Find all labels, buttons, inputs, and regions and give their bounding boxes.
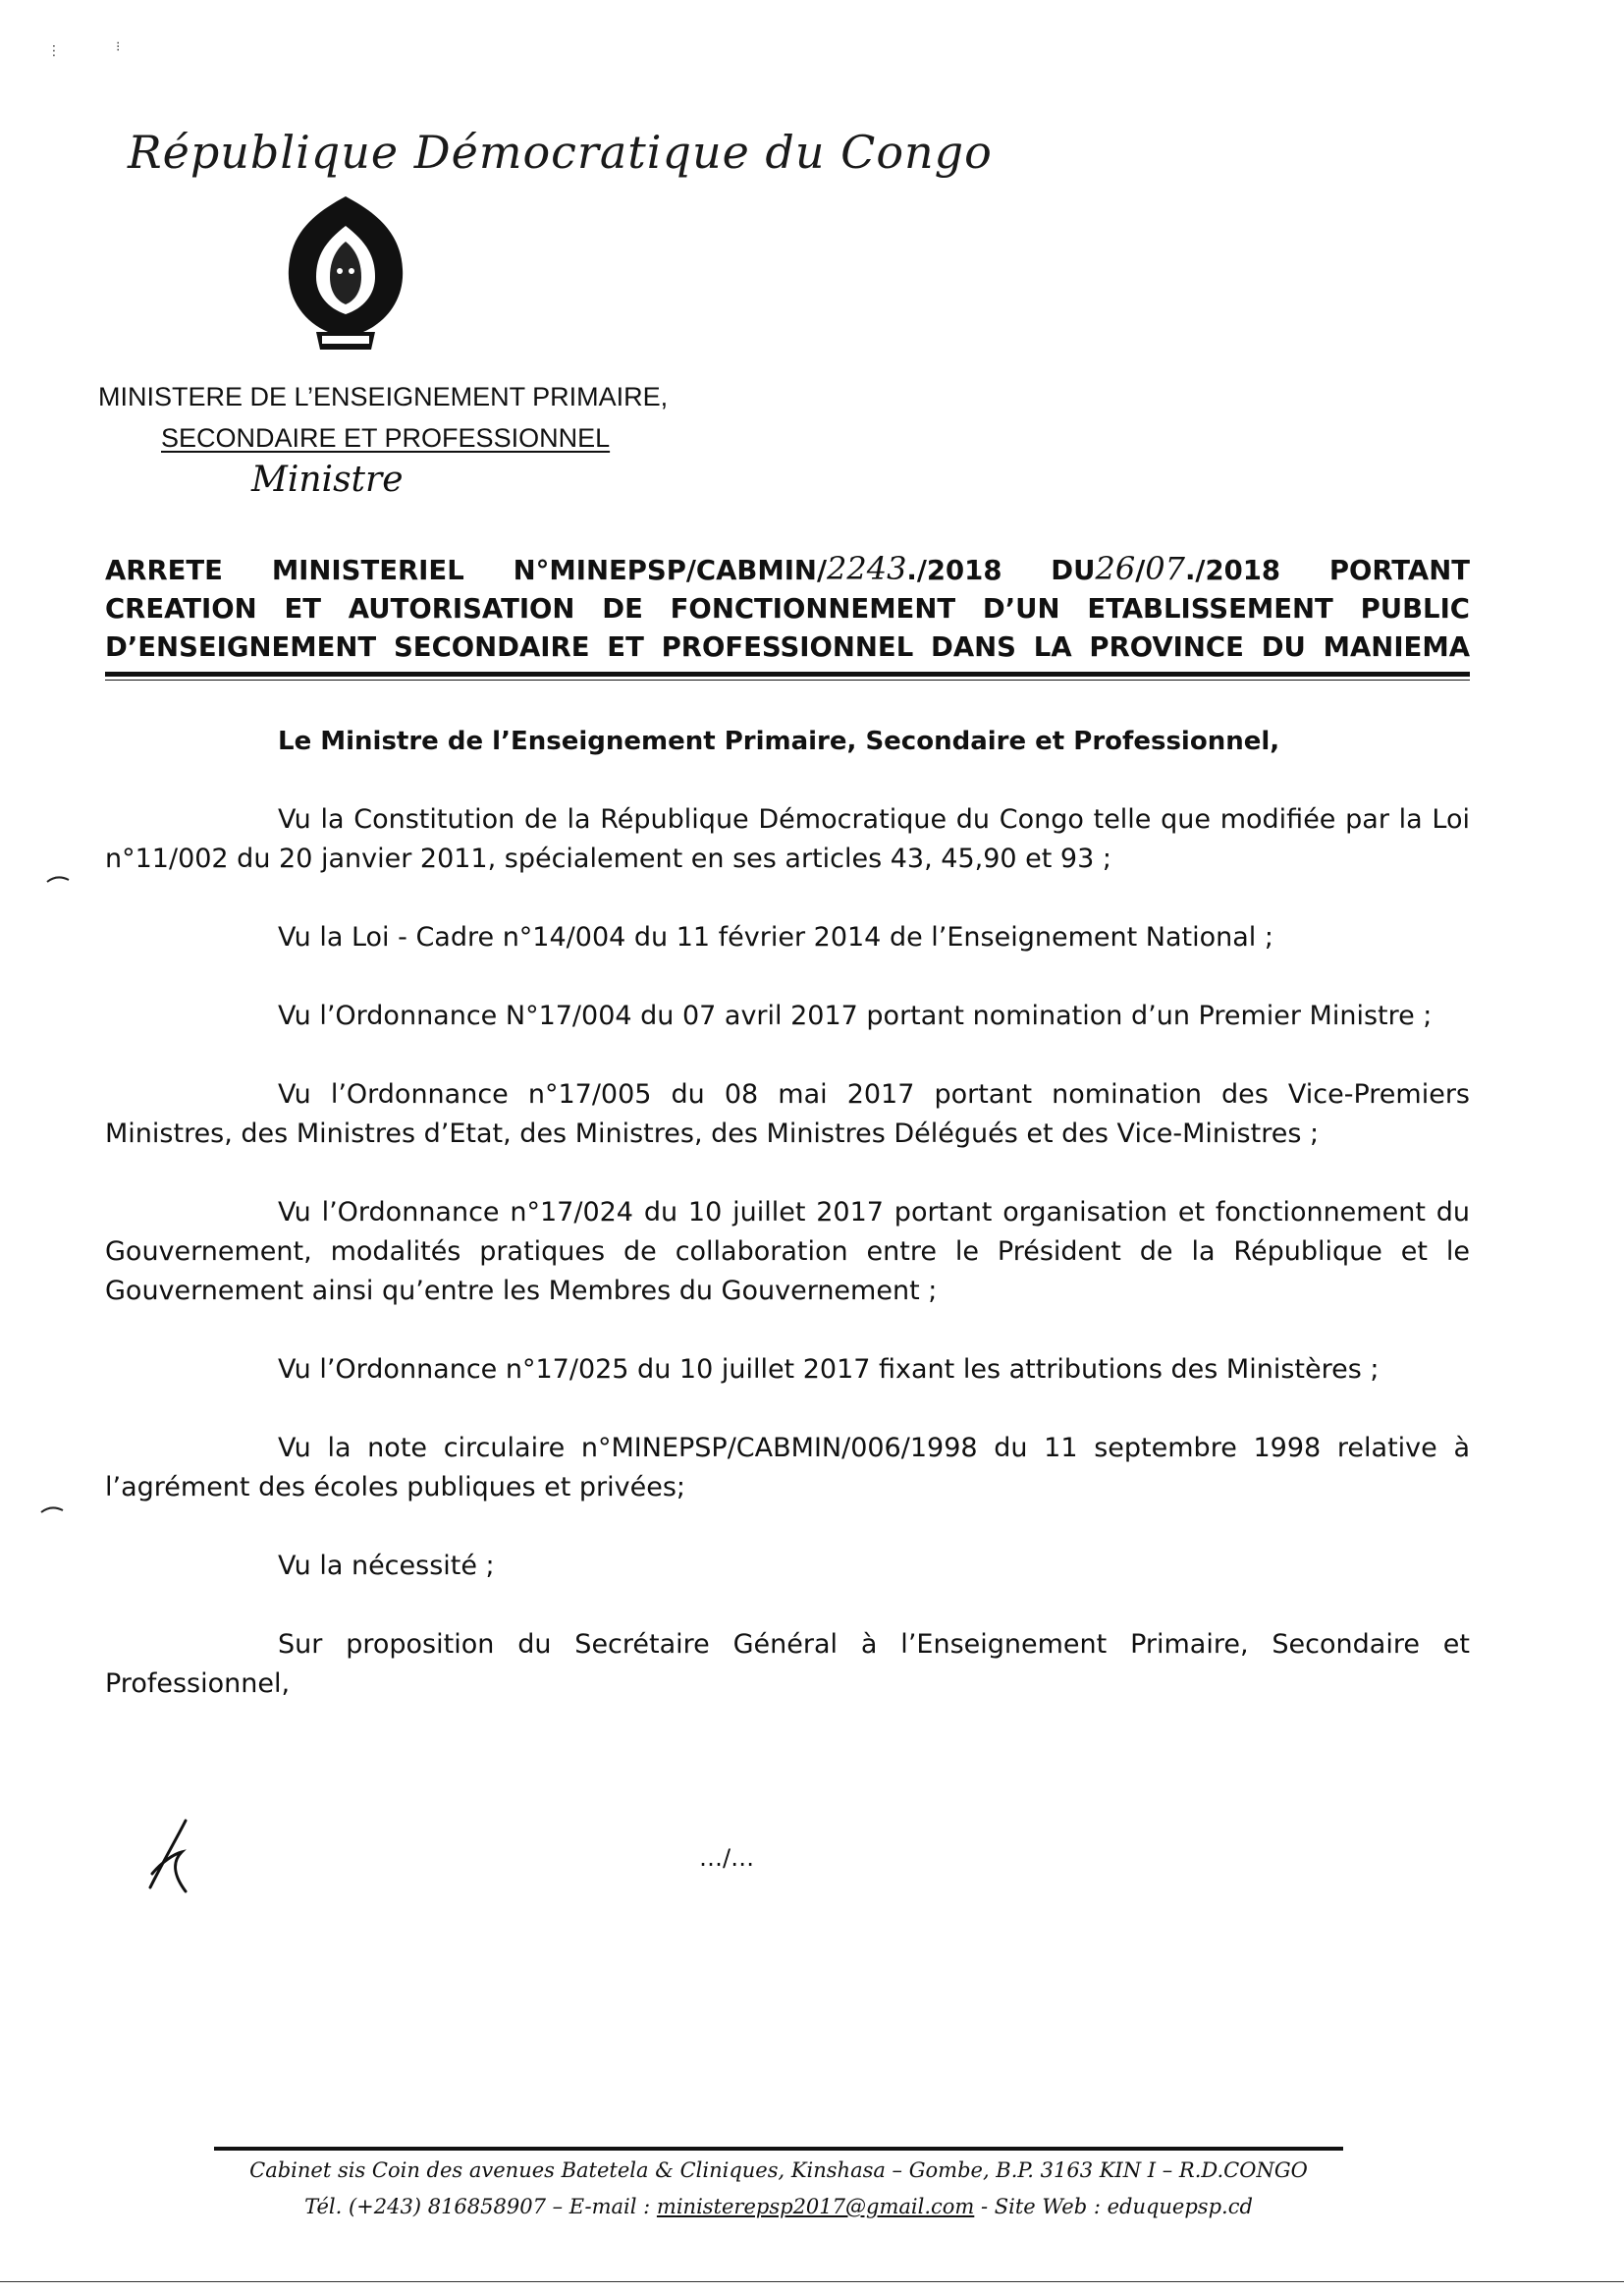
paragraph-ordonnance-17-005: Vu l’Ordonnance n°17/005 du 08 mai 2017 portant nomination des Vice-Premiers Ministres, des Ministres d’Etat, des Ministres, des Ministres Délégués et des Vice-Ministres ; [105,1079,1470,1149]
footer-rule [214,2147,1343,2151]
ministry-block [98,376,668,459]
footer-email-link[interactable]: ministerepsp2017@gmail.com [656,2195,975,2218]
footer-address: Cabinet sis Coin des avenues Batetela & Cliniques, Kinshasa – Gombe, B.P. 3163 KIN I – R.D.CONGO [249,2158,1308,2182]
paragraph-note-circulaire: Vu la note circulaire n°MINEPSP/CABMIN/006/1998 du 11 septembre 1998 relative à l’agrément des écoles publiques et privées; [105,1433,1470,1502]
signature-initial-icon [142,1817,201,1895]
arrete-mid: ./2018 DU [906,555,1096,586]
handwritten-month: 07 [1145,550,1185,587]
republic-heading: République Démocratique du Congo [128,126,993,179]
ministre-label: Ministre [251,460,404,500]
subject-line: Le Ministre de l’Enseignement Primaire, Secondaire et Professionnel, [278,727,1280,756]
margin-tick-icon [45,872,71,886]
arrete-line2: CREATION ET AUTORISATION DE FONCTIONNEMENT D’UN ETABLISSEMENT PUBLIC [105,593,1470,625]
arrete-line1 [105,550,1470,590]
paragraph-necessite: Vu la nécessité ; [278,1551,495,1581]
paragraph-ordonnance-17-025: Vu l’Ordonnance n°17/025 du 10 juillet 2017 fixant les attributions des Ministères ; [278,1354,1380,1385]
footer-contact [214,2189,1343,2225]
coat-of-arms-icon [277,192,414,359]
handwritten-day: 26 [1095,550,1136,587]
handwritten-number: 2243 [826,550,907,587]
arrete-title [105,550,1470,667]
margin-tick-icon [39,1502,65,1516]
date-slash: / [1135,555,1146,586]
arrete-prefix: ARRETE MINISTERIEL N°MINEPSP/CABMIN/ [105,555,827,586]
preamble-body [105,800,1470,1704]
title-rule-thick [105,672,1470,677]
paragraph-ordonnance-17-004: Vu l’Ordonnance N°17/004 du 07 avril 2017 portant nomination d’un Premier Ministre ; [278,1001,1433,1031]
title-rule-thin [105,680,1470,681]
arrete-line3: D’ENSEIGNEMENT SECONDAIRE ET PROFESSIONNEL DANS LA PROVINCE DU MANIEMA [105,631,1470,663]
footer-phone: Tél. (+243) 816858907 – E-mail : [304,2195,657,2218]
page-edge-rule [0,2281,1624,2282]
ministry-line1: MINISTERE DE L’ENSEIGNEMENT PRIMAIRE, [98,382,669,411]
scan-speck: ⋮ [47,43,61,59]
paragraph-constitution: Vu la Constitution de la République Démocratique du Congo telle que modifiée par la Loi n°11/002 du 20 janvier 2011, spécialement en ses articles 43, 45,90 et 93 ; [105,804,1470,874]
footer [214,2153,1343,2225]
paragraph-loi-cadre: Vu la Loi - Cadre n°14/004 du 11 février 2014 de l’Enseignement National ; [278,922,1273,953]
scan-speck: ⁝ [116,39,121,55]
paragraph-ordonnance-17-024: Vu l’Ordonnance n°17/024 du 10 juillet 2017 portant organisation et fonctionnement du Gouvernement, modalités pratiques de collaboration entre le Président de la République et le Gouvernement ainsi qu’entre les Membres du Gouvernement ; [105,1197,1470,1306]
footer-website: - Site Web : eduquepsp.cd [974,2195,1253,2218]
ministry-line2: SECONDAIRE ET PROFESSIONNEL [161,423,611,453]
paragraph-proposition: Sur proposition du Secrétaire Général à l’Enseignement Primaire, Secondaire et Professionnel, [105,1629,1470,1699]
arrete-suffix: ./2018 PORTANT [1184,555,1470,586]
continuation-marker: …/… [699,1844,755,1872]
